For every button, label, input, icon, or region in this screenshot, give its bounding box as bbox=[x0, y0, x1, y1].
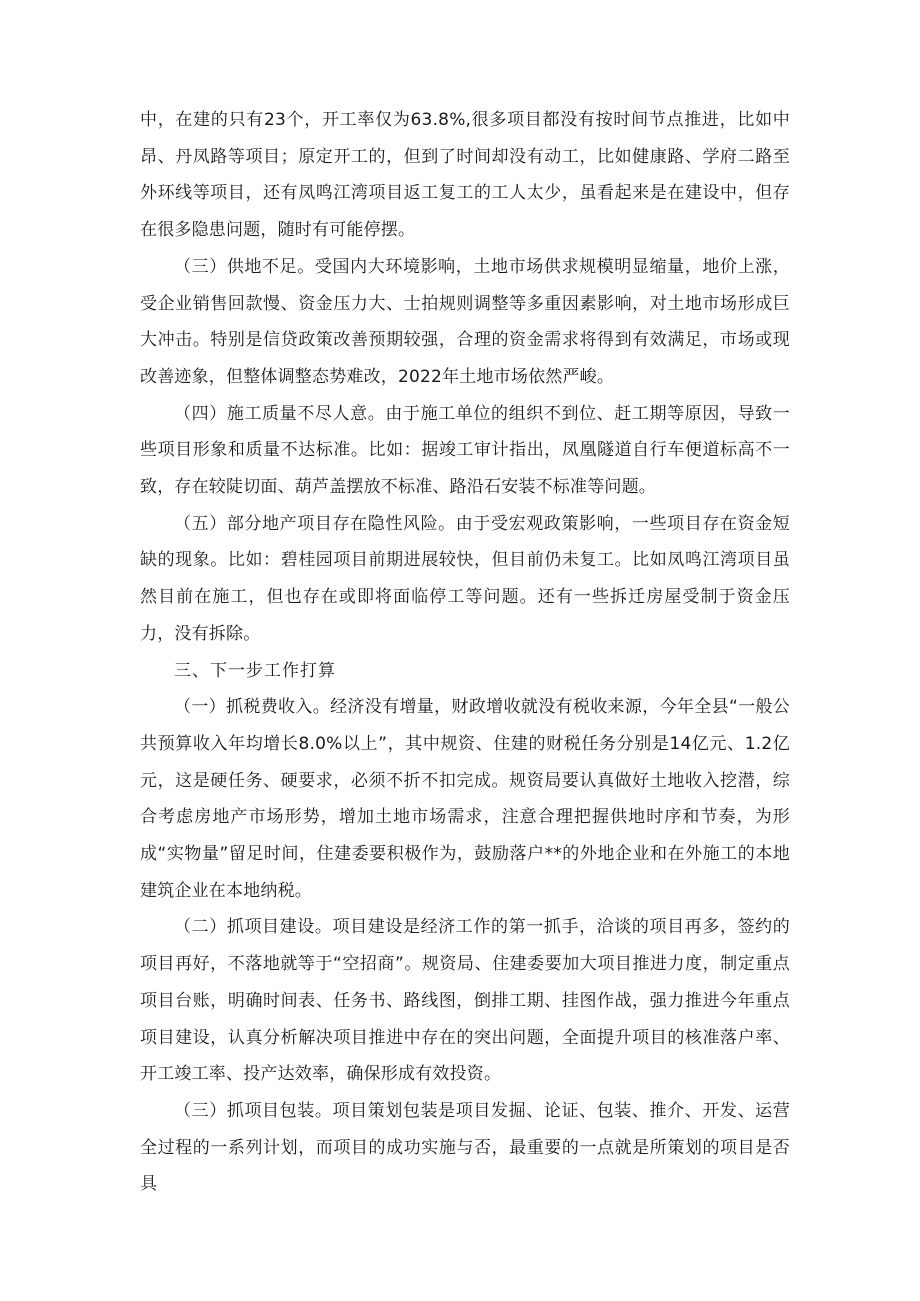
paragraph-construction-quality: （四）施工质量不尽人意。由于施工单位的组织不到位、赶工期等原因，导致一些项目形象和质量不达标准。比如：据竣工审计指出，凤凰隧道自行车便道标高不一致，存在较陡切面、葫芦盖摆放不标准、路沿石安装不标准等问题。 bbox=[140, 403, 790, 498]
paragraph-tax-revenue: （一）抓税费收入。经济没有增量，财政增收就没有税收来源，今年全县“一般公共预算收入年均增长8.0%以上”，其中规资、住建的财税任务分别是14亿元、1.2亿元，这是硬任务、硬要求，必须不折不扣完成。规资局要认真做好土地收入挖潜，综合考虑房地产市场形势，增加土地市场需求，注意合理把握供地时序和节奏，为形成“实物量”留足时间，住建委要积极作为，鼓励落户**的外地企业和在外施工的本地建筑企业在本地纳税。 bbox=[140, 697, 790, 901]
paragraph-land-supply: （三）供地不足。受国内大环境影响，土地市场供求规模明显缩量，地价上涨，受企业销售回款慢、资金压力大、士拍规则调整等多重因素影响，对土地市场形成巨大冲击。特别是信贷政策改善预期较强，合理的资金需求将得到有效满足，市场或现改善迹象，但整体调整态势难改，2022年土地市场依然严峻。 bbox=[140, 256, 790, 387]
paragraph-continuation: 中，在建的只有23个，开工率仅为63.8%,很多项目都没有按时间节点推进，比如中昂、丹凤路等项目；原定开工的，但到了时间却没有动工，比如健康路、学府二路至外环线等项目，还有凤鸣江湾项目返工复工的工人太少，虽看起来是在建设中，但存在很多隐患问题，随时有可能停摆。 bbox=[140, 110, 790, 241]
section-heading: 三、下一步工作打算 bbox=[174, 660, 336, 681]
paragraph-project-packaging: （三）抓项目包装。项目策划包装是项目发掘、论证、包装、推介、开发、运营全过程的一系列计划，而项目的成功实施与否，最重要的一点就是所策划的项目是否具 bbox=[140, 1100, 790, 1195]
paragraph-real-estate-risk: （五）部分地产项目存在隐性风险。由于受宏观政策影响，一些项目存在资金短缺的现象。比如：碧桂园项目前期进展较快，但目前仍未复工。比如凤鸣江湾项目虽然目前在施工，但也存在或即将面临停工等问题。还有一些拆迁房屋受制于资金压力，没有拆除。 bbox=[140, 513, 790, 644]
paragraph-project-construction: （二）抓项目建设。项目建设是经济工作的第一抓手，洽谈的项目再多，签约的项目再好，不落地就等于“空招商”。规资局、住建委要加大项目推进力度，制定重点项目台账，明确时间表、任务书、路线图，倒排工期、挂图作战，强力推进今年重点项目建设，认真分析解决项目推进中存在的突出问题，全面提升项目的核准落户率、开工竣工率、投产达效率，确保形成有效投资。 bbox=[140, 917, 790, 1085]
document-body bbox=[140, 102, 790, 1203]
